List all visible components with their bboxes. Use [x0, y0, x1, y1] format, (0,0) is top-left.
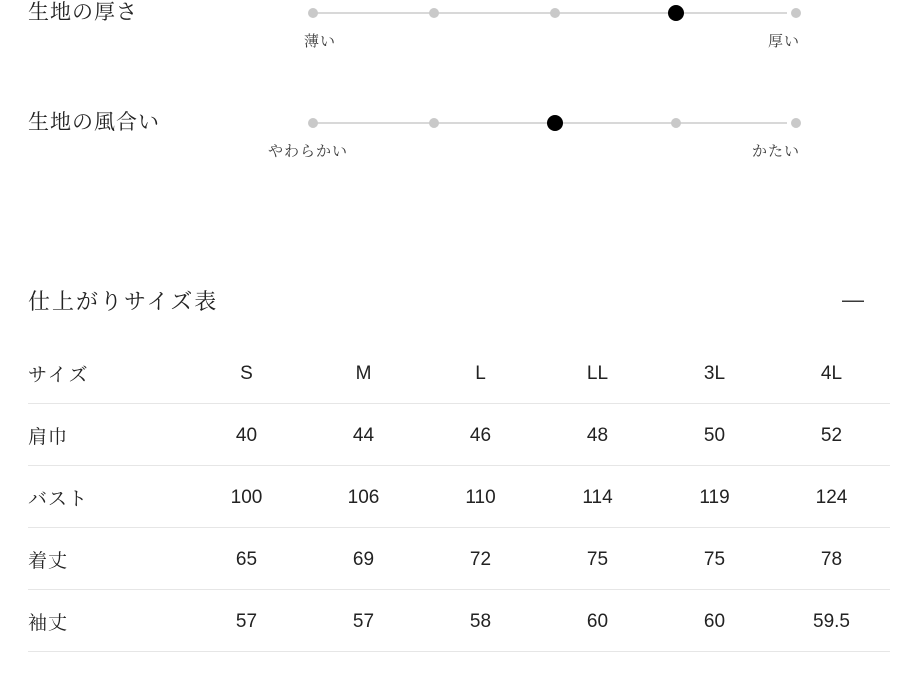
column-header-s: S — [188, 342, 305, 404]
cell: 119 — [656, 466, 773, 528]
cell: 78 — [773, 528, 890, 590]
scale-end-left: 薄い — [304, 33, 337, 50]
attribute-label: 生地の厚さ — [28, 1, 138, 24]
scale-endpoints — [300, 30, 800, 60]
row-header: 袖丈 — [28, 590, 188, 652]
row-header: 肩巾 — [28, 404, 188, 466]
column-header-l: L — [422, 342, 539, 404]
scale-dot-4 — [671, 118, 681, 128]
scale-dot-2 — [429, 118, 439, 128]
cell: 58 — [422, 590, 539, 652]
fabric-thickness-scale — [300, 0, 800, 60]
column-header-ll: LL — [539, 342, 656, 404]
cell: 57 — [305, 590, 422, 652]
column-header-3l: 3L — [656, 342, 773, 404]
row-header: 着丈 — [28, 528, 188, 590]
cell: 65 — [188, 528, 305, 590]
cell: 110 — [422, 466, 539, 528]
cell: 48 — [539, 404, 656, 466]
scale-dot-3 — [550, 8, 560, 18]
attribute-label: 生地の風合い — [28, 111, 160, 134]
table-header-row — [28, 342, 890, 404]
cell: 44 — [305, 404, 422, 466]
cell: 114 — [539, 466, 656, 528]
scale-dot-2 — [429, 8, 439, 18]
column-header-size: サイズ — [28, 342, 188, 404]
scale-dot-3-active — [547, 115, 563, 131]
table-row — [28, 528, 890, 590]
column-header-4l: 4L — [773, 342, 890, 404]
finished-size-table — [28, 342, 890, 652]
fabric-feel-block — [0, 110, 902, 220]
cell: 40 — [188, 404, 305, 466]
cell: 106 — [305, 466, 422, 528]
size-table-section-header[interactable] — [0, 280, 902, 320]
cell: 100 — [188, 466, 305, 528]
scale-dot-5 — [791, 8, 801, 18]
row-header: バスト — [28, 466, 188, 528]
table-row — [28, 404, 890, 466]
cell: 50 — [656, 404, 773, 466]
cell: 75 — [539, 528, 656, 590]
fabric-feel-scale — [268, 110, 800, 170]
column-header-m: M — [305, 342, 422, 404]
scale-track — [300, 6, 800, 20]
collapse-minus-icon[interactable]: — — [842, 287, 864, 312]
scale-dot-1 — [308, 8, 318, 18]
scale-dot-4-active — [668, 5, 684, 21]
scale-dot-1 — [308, 118, 318, 128]
cell: 57 — [188, 590, 305, 652]
cell: 75 — [656, 528, 773, 590]
cell: 72 — [422, 528, 539, 590]
scale-end-left: やわらかい — [268, 143, 349, 160]
fabric-thickness-block — [0, 0, 902, 110]
cell: 124 — [773, 466, 890, 528]
cell: 60 — [656, 590, 773, 652]
table-row — [28, 590, 890, 652]
scale-end-right: かたい — [751, 143, 800, 160]
scale-end-right: 厚い — [767, 33, 800, 50]
section-title: 仕上がりサイズ表 — [28, 288, 219, 314]
cell: 46 — [422, 404, 539, 466]
scale-dot-5 — [791, 118, 801, 128]
scale-endpoints — [268, 140, 800, 170]
cell: 60 — [539, 590, 656, 652]
cell: 69 — [305, 528, 422, 590]
cell: 52 — [773, 404, 890, 466]
scale-track — [300, 116, 800, 130]
table-row — [28, 466, 890, 528]
cell: 59.5 — [773, 590, 890, 652]
